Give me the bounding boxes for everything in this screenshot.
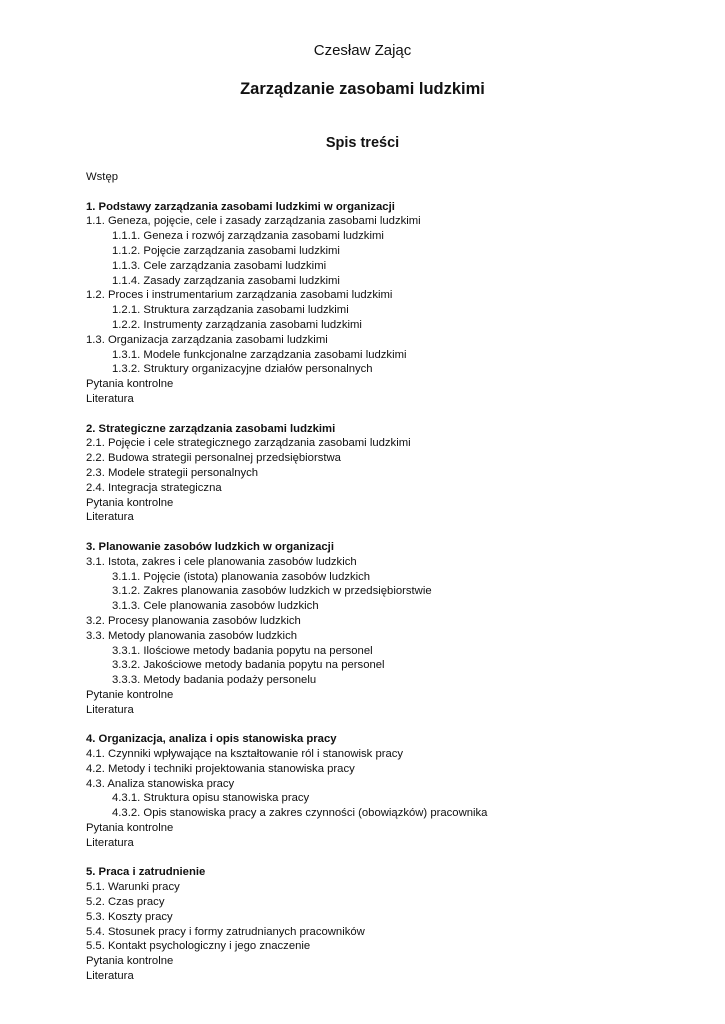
toc-section: Literatura <box>86 703 134 716</box>
chapter-heading: 3. Planowanie zasobów ludzkich w organizacji <box>86 540 334 553</box>
toc-section: Literatura <box>86 511 134 524</box>
toc-section: Pytania kontrolne <box>86 496 174 509</box>
table-of-contents <box>86 170 706 984</box>
spacer <box>86 407 706 422</box>
toc-section: Literatura <box>86 970 134 983</box>
toc-section: Pytania kontrolne <box>86 955 174 968</box>
toc-section: 3.1. Istota, zakres i cele planowania zasobów ludzkich <box>86 555 357 568</box>
chapter-heading: 5. Praca i zatrudnienie <box>86 866 206 879</box>
toc-section: Literatura <box>86 392 134 405</box>
toc-section: 3.2. Procesy planowania zasobów ludzkich <box>86 614 301 627</box>
toc-subsection: 3.3.2. Jakościowe metody badania popytu na personel <box>112 659 385 672</box>
toc-subsection: 1.1.2. Pojęcie zarządzania zasobami ludzkimi <box>112 244 340 257</box>
toc-section: 1.3. Organizacja zarządzania zasobami ludzkimi <box>86 333 328 346</box>
toc-section: 2.2. Budowa strategii personalnej przedsiębiorstwa <box>86 452 341 465</box>
toc-section: Pytania kontrolne <box>86 822 174 835</box>
chapter-heading: 4. Organizacja, analiza i opis stanowiska pracy <box>86 733 337 746</box>
document-title: Zarządzanie zasobami ludzkimi <box>240 80 485 98</box>
toc-section: 5.2. Czas pracy <box>86 896 165 909</box>
toc-subsection: 1.1.3. Cele zarządzania zasobami ludzkimi <box>112 259 327 272</box>
toc-subsection: 1.2.2. Instrumenty zarządzania zasobami ludzkimi <box>112 318 362 331</box>
toc-section: 5.3. Koszty pracy <box>86 910 173 923</box>
toc-subsection: 1.2.1. Struktura zarządzania zasobami ludzkimi <box>112 304 349 317</box>
author-name: Czesław Zając <box>313 42 412 59</box>
toc-subsection: 3.1.2. Zakres planowania zasobów ludzkich w przedsiębiorstwie <box>112 585 432 598</box>
toc-subsection: 1.1.1. Geneza i rozwój zarządzania zasobami ludzkimi <box>112 230 384 243</box>
toc-subsection: 3.1.1. Pojęcie (istota) planowania zasobów ludzkich <box>112 570 371 583</box>
toc-section: 2.3. Modele strategii personalnych <box>86 466 259 479</box>
toc-section: Literatura <box>86 836 134 849</box>
toc-section: Pytania kontrolne <box>86 378 174 391</box>
toc-subsection: 3.3.1. Ilościowe metody badania popytu na personel <box>112 644 373 657</box>
toc-section: 2.4. Integracja strategiczna <box>86 481 222 494</box>
toc-section: 5.1. Warunki pracy <box>86 881 180 894</box>
toc-section: 4.1. Czynniki wpływające na kształtowanie ról i stanowisk pracy <box>86 748 404 761</box>
toc-subsection: 3.1.3. Cele planowania zasobów ludzkich <box>112 600 319 613</box>
toc-subsection: 3.3.3. Metody badania podaży personelu <box>112 674 317 687</box>
toc-section: Pytanie kontrolne <box>86 688 174 701</box>
toc-section: 5.4. Stosunek pracy i formy zatrudnianych pracowników <box>86 925 365 938</box>
spacer <box>86 525 706 540</box>
toc-section: 5.5. Kontakt psychologiczny i jego znaczenie <box>86 940 311 953</box>
toc-section: 1.2. Proces i instrumentarium zarządzania zasobami ludzkimi <box>86 289 393 302</box>
chapter-heading: 2. Strategiczne zarządzania zasobami ludzkimi <box>86 422 336 435</box>
toc-subsection: 4.3.2. Opis stanowiska pracy a zakres czynności (obowiązków) pracownika <box>112 807 488 820</box>
toc-section: 3.3. Metody planowania zasobów ludzkich <box>86 629 298 642</box>
toc-section: 4.3. Analiza stanowiska pracy <box>86 777 235 790</box>
spacer <box>86 851 706 866</box>
toc-subsection: 4.3.1. Struktura opisu stanowiska pracy <box>112 792 310 805</box>
toc-section: 1.1. Geneza, pojęcie, cele i zasady zarządzania zasobami ludzkimi <box>86 215 421 228</box>
toc-intro: Wstęp <box>86 171 119 183</box>
chapter-heading: 1. Podstawy zarządzania zasobami ludzkimi w organizacji <box>86 200 395 213</box>
toc-heading: Spis treści <box>325 135 400 151</box>
toc-subsection: 1.3.2. Struktury organizacyjne działów personalnych <box>112 363 373 376</box>
spacer <box>86 717 706 732</box>
toc-section: 4.2. Metody i techniki projektowania stanowiska pracy <box>86 762 355 775</box>
toc-section: 2.1. Pojęcie i cele strategicznego zarządzania zasobami ludzkimi <box>86 437 411 450</box>
toc-subsection: 1.3.1. Modele funkcjonalne zarządzania zasobami ludzkimi <box>112 348 407 361</box>
spacer <box>86 185 706 200</box>
toc-subsection: 1.1.4. Zasady zarządzania zasobami ludzkimi <box>112 274 340 287</box>
